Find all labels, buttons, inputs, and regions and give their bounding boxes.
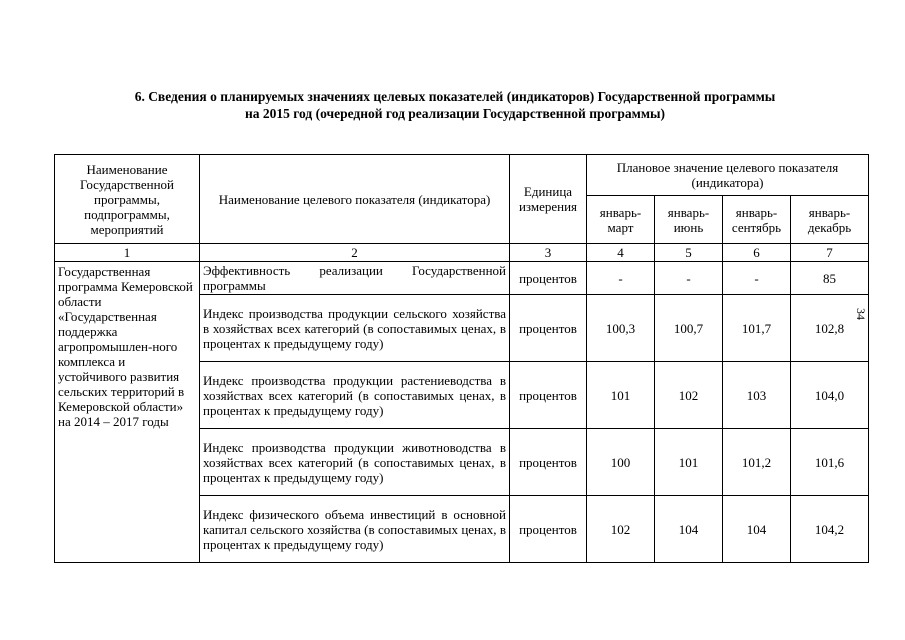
value-h1: 101 — [655, 429, 723, 496]
value-h1: 102 — [655, 362, 723, 429]
header-period-9m: январь-сентябрь — [723, 196, 791, 244]
page-number: 34 — [854, 308, 868, 320]
column-number: 2 — [200, 244, 510, 262]
value-year: 102,8 — [791, 295, 869, 362]
value-h1: 104 — [655, 496, 723, 563]
indicator-name: Индекс производства продукции растениеводства в хозяйствах всех категорий (в сопоставимых ценах, в процентах к предыдущему году) — [200, 362, 510, 429]
header-period-h1: январь-июнь — [655, 196, 723, 244]
value-9m: 101,7 — [723, 295, 791, 362]
indicators-table — [54, 154, 869, 563]
indicator-name: Индекс производства продукции сельского хозяйства в хозяйствах всех категорий (в сопоставимых ценах, в процентах к предыдущему году) — [200, 295, 510, 362]
value-9m: - — [723, 262, 791, 295]
header-period-year: январь-декабрь — [791, 196, 869, 244]
header-planned-value: Плановое значение целевого показателя (индикатора) — [587, 155, 869, 196]
column-number: 5 — [655, 244, 723, 262]
header-unit: Единица измерения — [510, 155, 587, 244]
value-q1: 100 — [587, 429, 655, 496]
value-h1: 100,7 — [655, 295, 723, 362]
value-year: 85 — [791, 262, 869, 295]
unit-cell: процентов — [510, 362, 587, 429]
document-title — [60, 88, 850, 122]
program-name-cell: Государственная программа Кемеровской области «Государственная поддержка агропромышлен-ного комплекса и устойчивого развития сельских территорий в Кемеровской области» на 2014 – 2017 годы — [55, 262, 200, 563]
header-row-1 — [55, 155, 869, 196]
indicator-name: Индекс производства продукции животноводства в хозяйствах всех категорий (в сопоставимых ценах, в процентах к предыдущему году) — [200, 429, 510, 496]
value-h1: - — [655, 262, 723, 295]
indicator-name: Эффективность реализации Государственной программы — [200, 262, 510, 295]
unit-cell: процентов — [510, 429, 587, 496]
value-9m: 101,2 — [723, 429, 791, 496]
value-9m: 103 — [723, 362, 791, 429]
value-year: 101,6 — [791, 429, 869, 496]
indicator-name: Индекс физического объема инвестиций в основной капитал сельского хозяйства (в сопоставимых ценах, в процентах к предыдущему году) — [200, 496, 510, 563]
title-line-2: на 2015 год (очередной год реализации Государственной программы) — [244, 106, 666, 121]
column-number: 3 — [510, 244, 587, 262]
title-line-1: 6. Сведения о планируемых значениях целевых показателей (индикаторов) Государственной программы — [134, 89, 776, 104]
column-number: 1 — [55, 244, 200, 262]
value-9m: 104 — [723, 496, 791, 563]
header-period-q1: январь-март — [587, 196, 655, 244]
value-year: 104,2 — [791, 496, 869, 563]
column-number: 7 — [791, 244, 869, 262]
value-q1: 100,3 — [587, 295, 655, 362]
value-year: 104,0 — [791, 362, 869, 429]
unit-cell: процентов — [510, 262, 587, 295]
unit-cell: процентов — [510, 295, 587, 362]
header-program: Наименование Государственной программы, подпрограммы, мероприятий — [55, 155, 200, 244]
column-number: 4 — [587, 244, 655, 262]
value-q1: 102 — [587, 496, 655, 563]
column-number-row — [55, 244, 869, 262]
value-q1: - — [587, 262, 655, 295]
value-q1: 101 — [587, 362, 655, 429]
unit-cell: процентов — [510, 496, 587, 563]
header-indicator: Наименование целевого показателя (индикатора) — [200, 155, 510, 244]
column-number: 6 — [723, 244, 791, 262]
table-row — [55, 262, 869, 295]
